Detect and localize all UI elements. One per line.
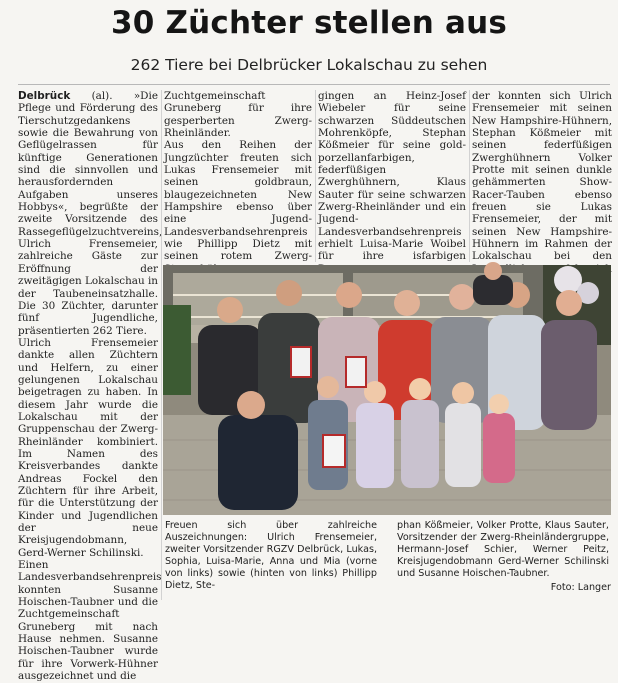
column-rule (315, 90, 316, 262)
dateline-town: Delbrück (18, 90, 71, 102)
group-photo (163, 265, 611, 515)
paragraph (18, 90, 163, 337)
caption-text: Freuen sich über zahlreiche Auszeichnungen: Ulrich Frensemeier, zweiter Vorsitzender RGZV Delbrück, Lukas, Sophia, Luisa-Marie, Anna und Mia (vorne von links) sowie (hinten von links) Phillipp Dietz, Ste- (165, 520, 377, 592)
caption-column-left (165, 520, 377, 593)
column-rule (161, 90, 162, 600)
paragraph: Aus den Reihen der Jungzüchter freuten sich Lukas Frensemeier mit seinen goldbraun, blaugezeichneten New Hampshire ebenso über eine Jugend-Landesverbandsehrenpreis wie Phillipp Dietz mit seinen rotem Zwerg- (164, 139, 312, 263)
article-headline: 30 Züchter stellen aus (110, 5, 508, 41)
article-subheadline: 262 Tiere bei Delbrücker Lokalschau zu sehen (130, 56, 488, 74)
group-photo-illustration (163, 265, 611, 515)
paragraph: gingen an Heinz-Josef Wiebeler für seine schwarzen Süddeutschen Mohrenköpfe, Stephan Kößmeier für seine gold-porzellanfarbigen, federfüßigen Zwerghühnern, Klaus Sauter für seine schwarzen Zwerg-Rheinländer und ein Jugend-Landesverbandsehrenpreis erhielt Luisa-Marie Woibel für ihre isfarbigen (318, 90, 466, 263)
paragraph: Zuchtgemeinschaft Gruneberg für ihre gesperberten Zwerg-Rheinländer. (164, 90, 312, 140)
paragraph: Ulrich Frensemeier dankte allen Züchtern und Helfern, zu einer gelungenen Lokalschau beigetragen zu haben. In diesem Jahr wurde die Lokalschau mit der Gruppenschau der Zwerg-Rheinländer kombiniert. Im Namen des Kreisverbandes dankte Andreas Fockel den Züchtern für ihre Arbeit, für die Unterstützung der Kinder und Jugendlichen der neue Kreisjugendobmann, Gerd-Werner Schilinski. (18, 336, 158, 559)
text-column-2 (164, 90, 312, 262)
paragraph: der konnten sich Ulrich Frensemeier mit seinen New Hampshire-Hühnern, Stephan Kößmeier mit seinen federfüßigen Zwerghühnern Volker Protte mit seinen dunkle gehämmerten Show-Racer-Tauben ebenso freuen sie Lukas Frensemeier, der mit seinen New Hampshire-Hühnern im Rahmen der Lokalschau bei den (472, 90, 612, 263)
text-column-3 (318, 90, 466, 262)
text-column-4 (472, 90, 612, 262)
top-divider (18, 84, 610, 85)
caption-text: phan Kößmeier, Volker Protte, Klaus Sauter, Vorsitzender der Zwerg-Rheinländergruppe, Hermann-Josef Schier, Werner Peitz, Kreisjugendobmann Gerd-Werner Schilinski und Susanne Hoischen-Taubner. (397, 520, 609, 580)
caption-column-right (397, 520, 609, 580)
text-column-1 (18, 90, 163, 683)
photo-caption (165, 520, 611, 600)
column-rule (469, 90, 470, 262)
paragraph-text: (al). »Die Pflege und Förderung des Tierschutzgedankens sowie die Bewahrung von Geflügelrassen für künftige Generationen sind die sinnvollen und herausfordernden Aufgaben unseres Hobbys«, begrüßte der zweite Vorsitzende des Rassegeflügelzuchtvereins, Ulrich Frensemeier, zahlreiche Gäste zur Eröffnung der zweitägigen Lokalschau in der Taubeneinsatzhalle. Die 30 Züchter, darunter fünf Jugendliche, präsentierten 262 Tiere. (18, 90, 163, 337)
photo-credit: Foto: Langer (550, 581, 611, 593)
paragraph: Einen Landesverbandsehrenpreis konnten Susanne Hoischen-Taubner und die Zuchtgemeinschaft Gruneberg mit nach Hause nehmen. Susanne Hoischen-Taubner wurde für ihre Vorwerk-Hühner ausgezeichnet und die (18, 559, 162, 683)
